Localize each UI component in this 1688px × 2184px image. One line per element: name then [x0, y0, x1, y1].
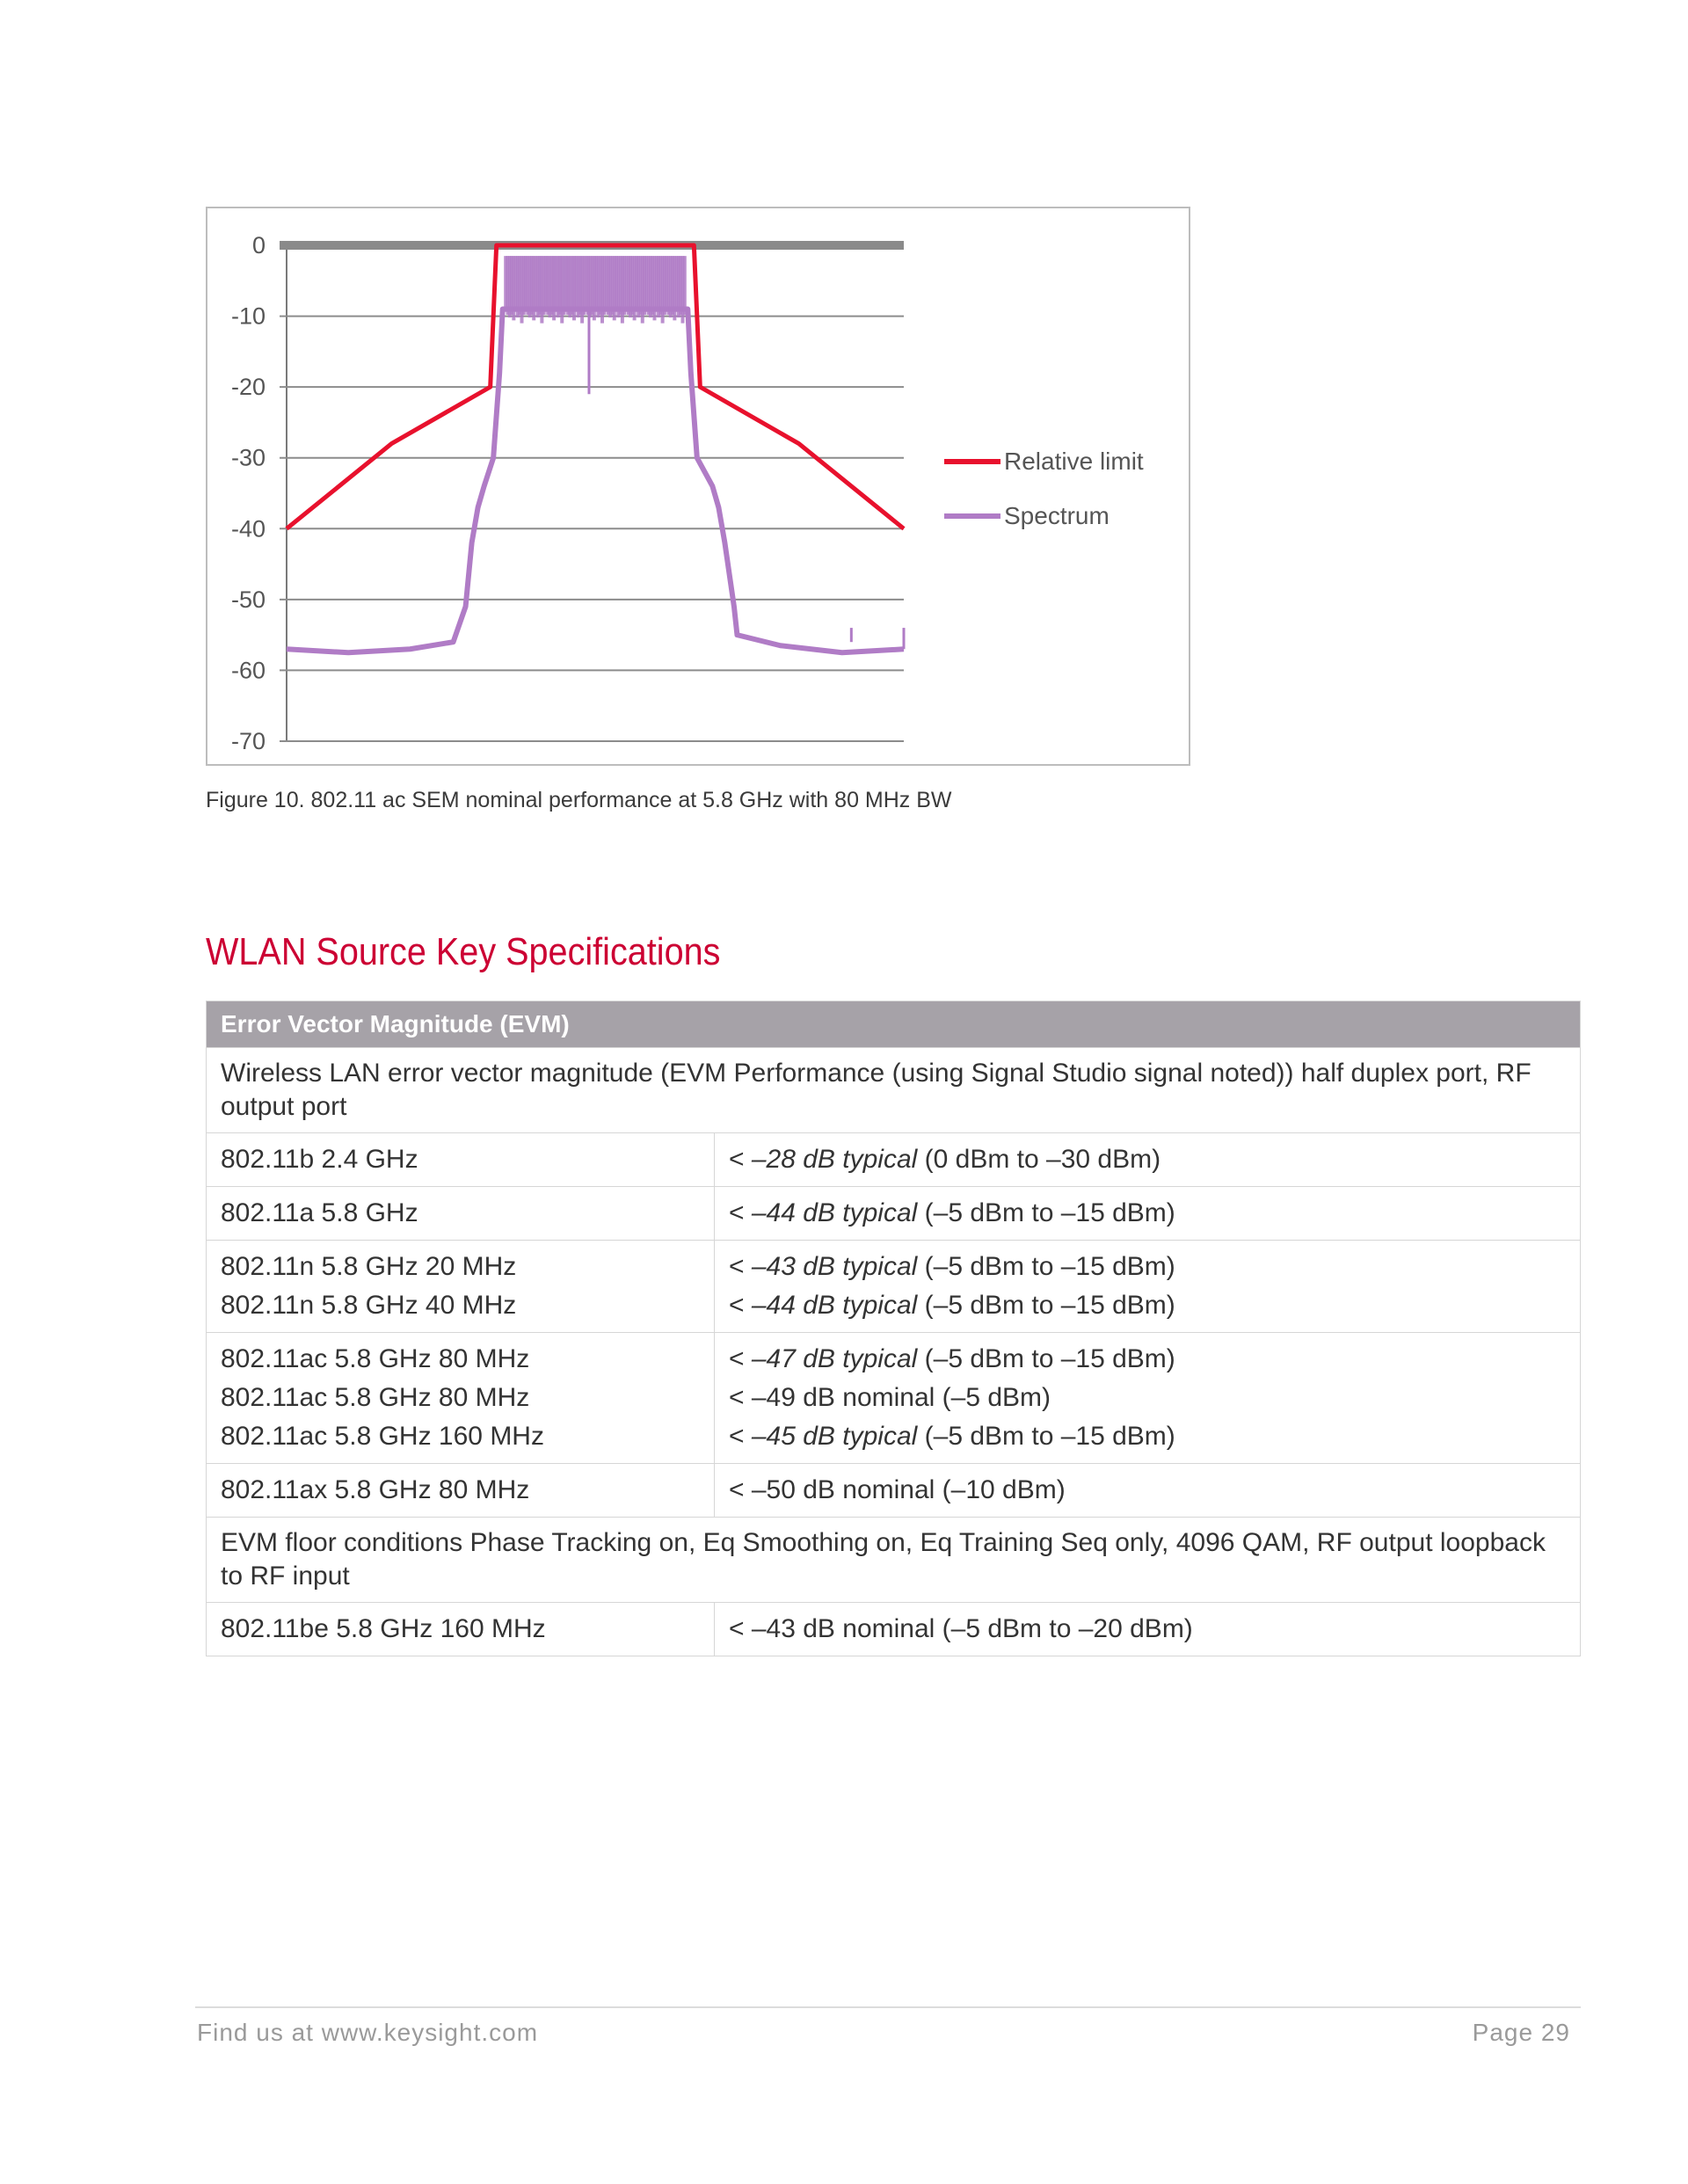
- sem-chart: [207, 208, 1189, 764]
- evm-value: < –50 dB nominal (–10 dBm): [715, 1464, 1581, 1518]
- y-tick-label: 0: [251, 232, 266, 258]
- standard-label: 802.11a 5.8 GHz: [207, 1187, 715, 1241]
- table-row: [207, 1603, 1581, 1656]
- evm-value: < –43 dB typical (–5 dBm to –15 dBm) < –44 dB typical (–5 dBm to –15 dBm): [715, 1241, 1581, 1333]
- table-row: [207, 1048, 1581, 1133]
- table-row: [207, 1241, 1581, 1333]
- y-tick-label: -40: [230, 515, 266, 542]
- evm-value: < –47 dB typical (–5 dBm to –15 dBm) < –49 dB nominal (–5 dBm) < –45 dB typical (–5 dBm to –15 dBm): [715, 1333, 1581, 1464]
- figure-caption: Figure 10. 802.11 ac SEM nominal performance at 5.8 GHz with 80 MHz BW: [206, 788, 952, 812]
- y-tick-label: -50: [230, 586, 266, 613]
- table-header: Error Vector Magnitude (EVM): [207, 1001, 1581, 1048]
- y-tick-label: -30: [230, 444, 266, 471]
- legend-label: Spectrum: [1004, 502, 1110, 529]
- evm-value: < –28 dB typical (0 dBm to –30 dBm): [715, 1133, 1581, 1187]
- y-tick-label: -20: [230, 374, 266, 401]
- table-row: [207, 1518, 1581, 1603]
- footer-page-number: Page 29: [1472, 2019, 1570, 2046]
- legend-label: Relative limit: [1004, 448, 1144, 475]
- footer-divider: [195, 2006, 1581, 2008]
- section-title: WLAN Source Key Specifications: [206, 930, 721, 973]
- table-row: [207, 1464, 1581, 1518]
- table-header-row: [207, 1001, 1581, 1048]
- evm-value: < –43 dB nominal (–5 dBm to –20 dBm): [715, 1603, 1581, 1656]
- table-intro: Wireless LAN error vector magnitude (EVM Performance (using Signal Studio signal noted)) half duplex port, RF output port: [207, 1048, 1581, 1133]
- evm-value: < –44 dB typical (–5 dBm to –15 dBm): [715, 1187, 1581, 1241]
- table-row: [207, 1333, 1581, 1464]
- y-tick-label: -70: [230, 728, 266, 754]
- spectrum-line: [287, 309, 904, 653]
- evm-spec-table: [206, 1001, 1581, 1656]
- table-row: [207, 1133, 1581, 1187]
- footer-website: Find us at www.keysight.com: [197, 2019, 539, 2046]
- standard-label: 802.11n 5.8 GHz 20 MHz 802.11n 5.8 GHz 40 MHz: [207, 1241, 715, 1333]
- standard-label: 802.11b 2.4 GHz: [207, 1133, 715, 1187]
- y-tick-label: -10: [230, 302, 266, 330]
- standard-label: 802.11ac 5.8 GHz 80 MHz 802.11ac 5.8 GHz 80 MHz 802.11ac 5.8 GHz 160 MHz: [207, 1333, 715, 1464]
- y-tick-label: -60: [230, 657, 266, 684]
- floor-note: EVM floor conditions Phase Tracking on, Eq Smoothing on, Eq Training Seq only, 4096 QAM, RF output loopback to RF input: [207, 1518, 1581, 1603]
- table-row: [207, 1187, 1581, 1241]
- standard-label: 802.11ax 5.8 GHz 80 MHz: [207, 1464, 715, 1518]
- figure-chart: [206, 207, 1190, 766]
- standard-label: 802.11be 5.8 GHz 160 MHz: [207, 1603, 715, 1656]
